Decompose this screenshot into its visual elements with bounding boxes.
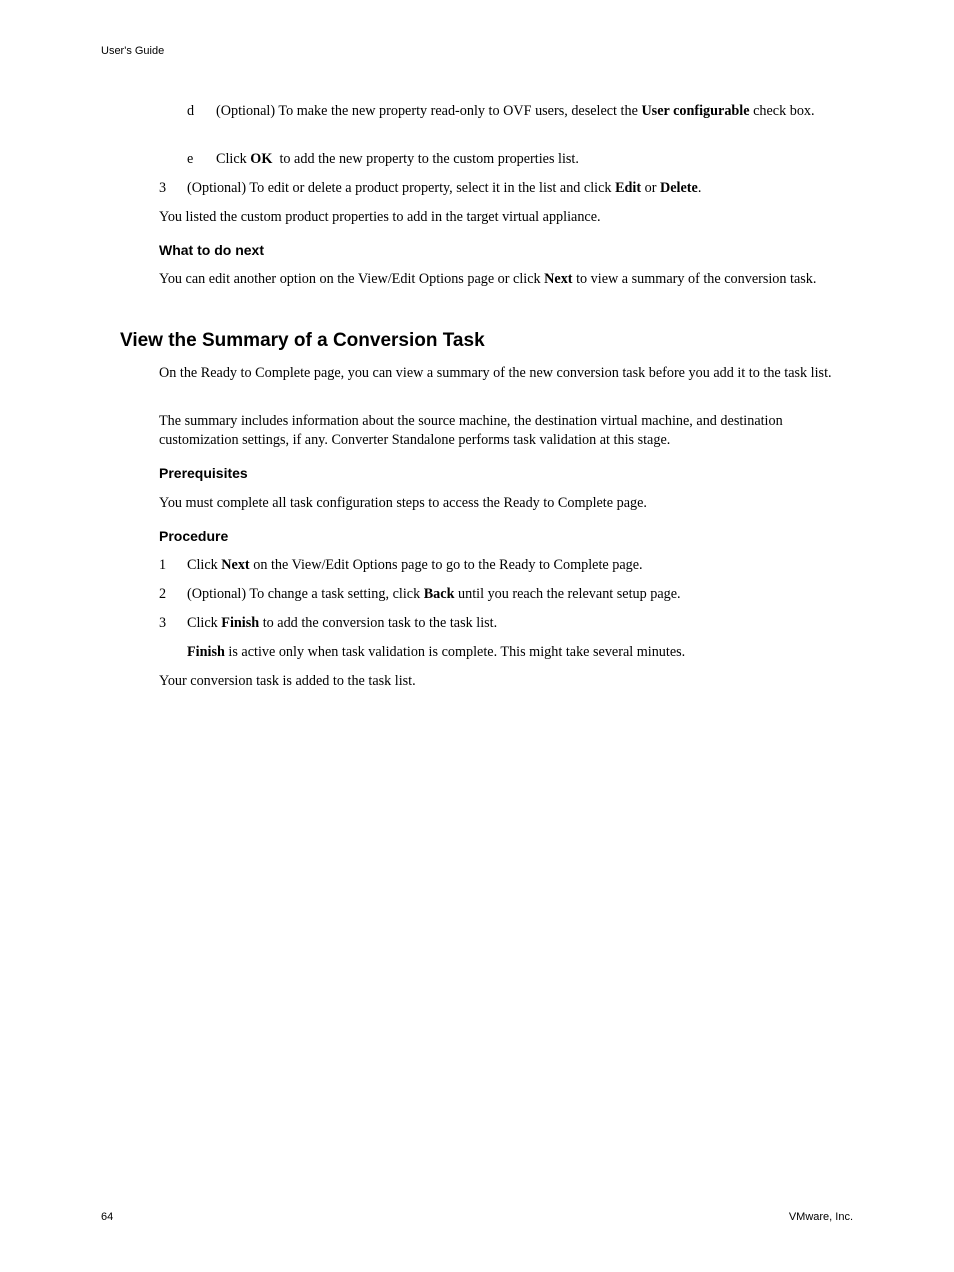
finish-note-label: Finish (187, 644, 225, 660)
step-1: Click Next on the View/Edit Options page to go to the Ready to Complete page. (187, 557, 643, 573)
step-marker-3: 3 (159, 615, 167, 631)
step-marker-1: 1 (159, 557, 167, 573)
section-intro-1: On the Ready to Complete page, you can view a summary of the new conversion task before you add it to the task list. (159, 365, 832, 381)
substep-d: (Optional) To make the new property read-only to OVF users, deselect the User configurable check box. (216, 103, 815, 119)
ok-label: OK (250, 151, 273, 167)
edit-label: Edit (615, 180, 642, 196)
step-marker-2: 2 (159, 586, 167, 602)
substep-marker-d: d (187, 103, 195, 119)
section-result: Your conversion task is added to the task list. (159, 673, 416, 689)
step-marker-3-prev: 3 (159, 180, 167, 196)
what-to-do-next-heading: What to do next (159, 242, 264, 258)
section-intro-2: The summary includes information about the source machine, the destination virtual machine, and destination customization settings, if any. Converter Standalone performs task validation at this stage. (159, 413, 783, 448)
running-header: User's Guide (101, 45, 165, 57)
user-configurable-label: User configurable (641, 103, 750, 119)
what-to-do-next-text: You can edit another option on the View/Edit Options page or click Next to view a summary of the conversion task. (159, 271, 817, 287)
substep-e: Click OK to add the new property to the custom properties list. (216, 151, 579, 167)
procedure-heading: Procedure (159, 528, 229, 544)
page-number: 64 (101, 1211, 114, 1223)
finish-button-label: Finish (221, 615, 260, 631)
section-title: View the Summary of a Conversion Task (120, 330, 485, 351)
next-label: Next (544, 271, 573, 287)
substep-marker-e: e (187, 151, 194, 167)
result-prev: You listed the custom product properties to add in the target virtual appliance. (159, 209, 601, 225)
delete-label: Delete (660, 180, 698, 196)
publisher: VMware, Inc. (788, 1211, 853, 1223)
prerequisites-heading: Prerequisites (159, 465, 248, 481)
step-2: (Optional) To change a task setting, click Back until you reach the relevant setup page. (187, 586, 681, 602)
prerequisites-text: You must complete all task configuration steps to access the Ready to Complete page. (159, 495, 647, 511)
step-3-note: Finish is active only when task validation is complete. This might take several minutes. (187, 644, 686, 660)
step-3-prev: (Optional) To edit or delete a product property, select it in the list and click Edit or Delete. (187, 180, 702, 196)
next-button-label: Next (221, 557, 250, 573)
step-3: Click Finish to add the conversion task to the task list. (187, 615, 498, 631)
back-button-label: Back (423, 586, 455, 602)
